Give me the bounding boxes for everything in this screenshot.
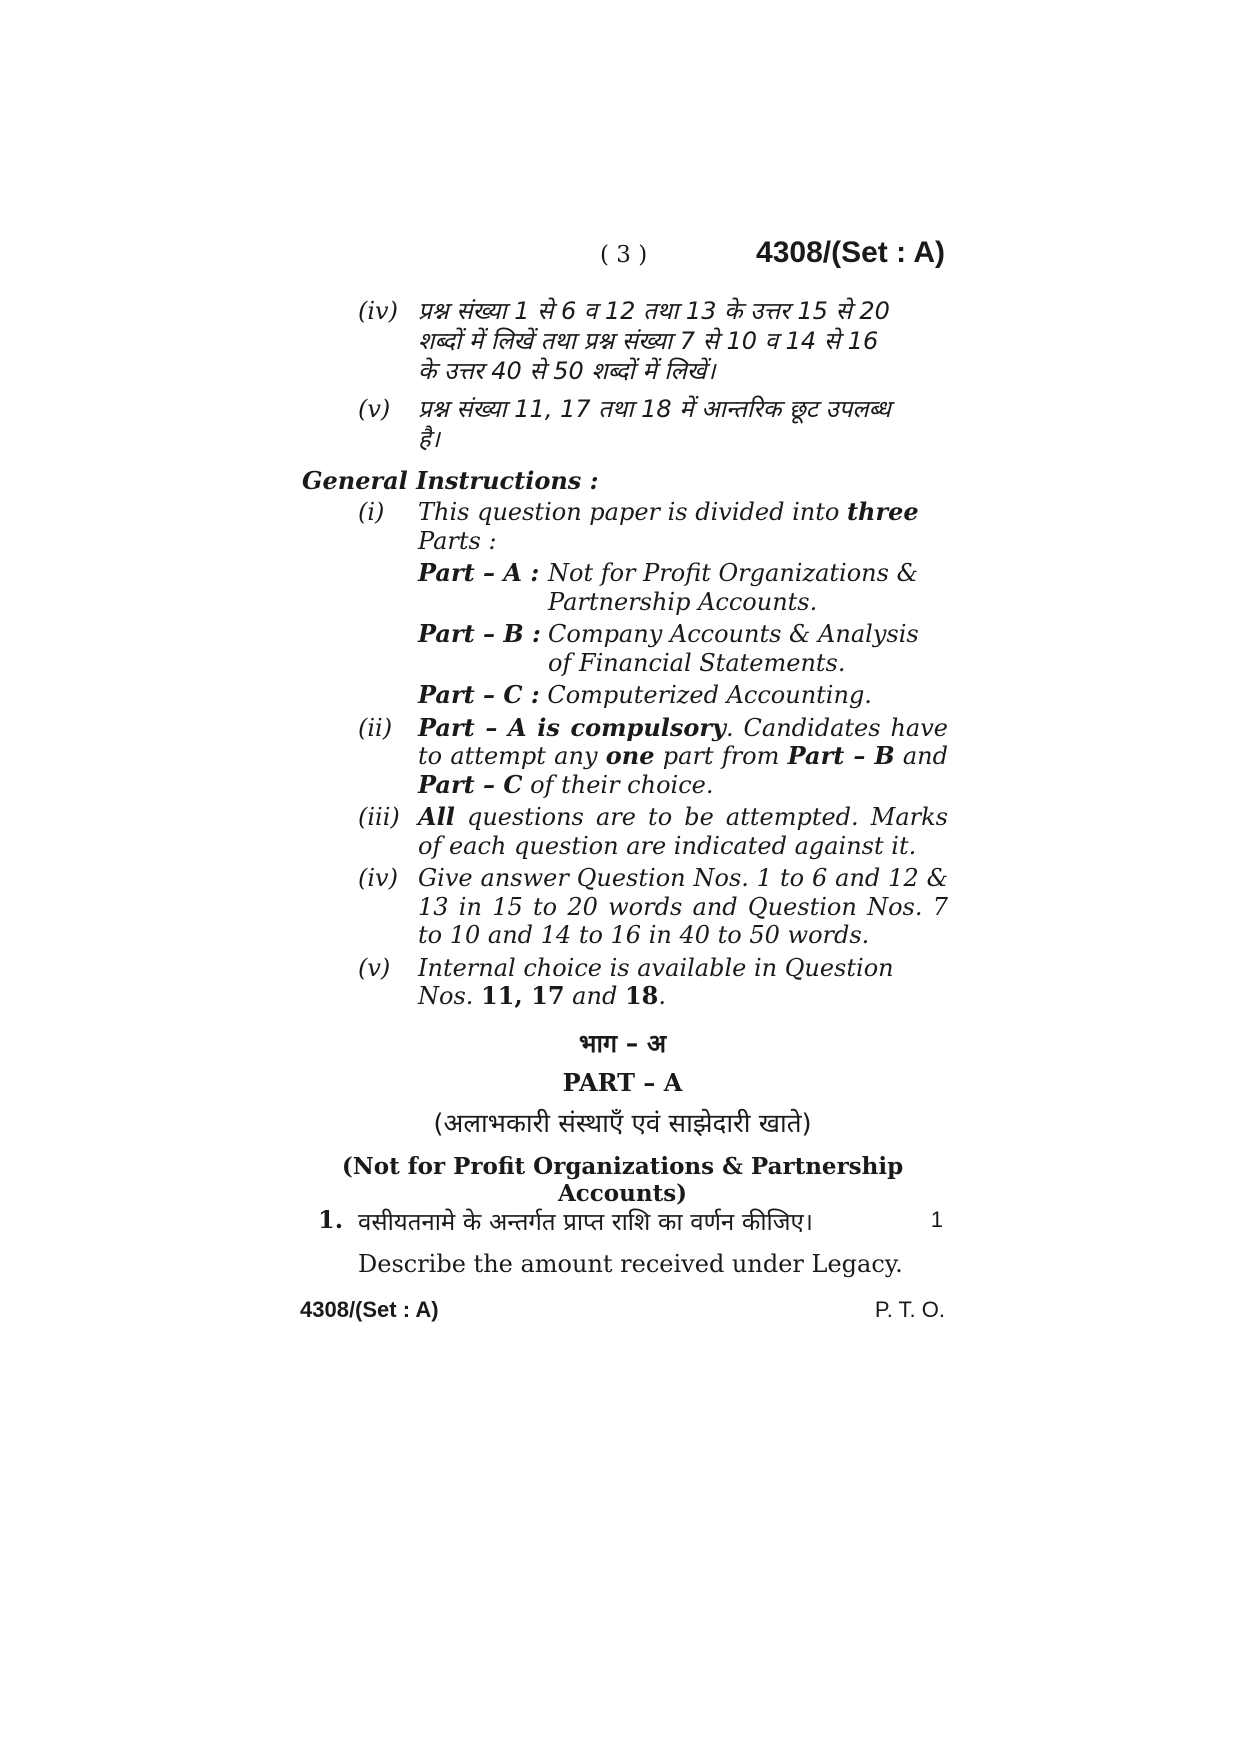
instruction-i bbox=[358, 498, 948, 710]
instruction-text: and bbox=[894, 742, 948, 770]
section-bhag: भाग – अ bbox=[578, 1029, 667, 1058]
instruction-text: questions are to be attempted. Marks of each question are indicated against it. bbox=[418, 803, 948, 860]
paper-code: 4308/(Set : A) bbox=[756, 236, 945, 269]
part-a-description bbox=[418, 559, 948, 616]
instruction-text: part from bbox=[654, 742, 788, 770]
section-english-title: (Not for Profit Organizations & Partnership Accounts) bbox=[341, 1153, 904, 1207]
item-number: (v) bbox=[358, 395, 391, 423]
instruction-text: This question paper is divided into bbox=[418, 498, 847, 526]
instruction-bold: Part – A is compulsory bbox=[418, 712, 726, 742]
instruction-bold: All bbox=[418, 802, 455, 831]
item-number: (iv) bbox=[358, 297, 398, 325]
part-b-description bbox=[418, 620, 948, 677]
hindi-instruction-iv bbox=[358, 296, 948, 386]
section-hindi-title: (अलाभकारी संस्थाएँ एवं साझेदारी खाते) bbox=[433, 1109, 812, 1139]
instruction-v bbox=[358, 954, 948, 1011]
hindi-instruction-v bbox=[358, 394, 948, 454]
question-number: 1. bbox=[318, 1205, 344, 1234]
question-hindi-text: वसीयतनामे के अन्तर्गत प्राप्त राशि का वर्णन कीजिए। bbox=[358, 1208, 813, 1236]
part-label: Part – A : bbox=[418, 558, 540, 587]
hindi-line: के उत्तर 40 से 50 शब्दों में लिखें। bbox=[418, 357, 716, 385]
item-number: (ii) bbox=[358, 713, 393, 742]
instruction-ii bbox=[358, 714, 948, 800]
instruction-text: Parts : bbox=[418, 526, 497, 555]
page-header bbox=[300, 236, 945, 276]
instruction-bold: Part – C bbox=[418, 769, 523, 799]
instruction-bold: 18 bbox=[624, 981, 659, 1010]
instruction-text: and bbox=[564, 982, 625, 1010]
part-label: Part – B : bbox=[418, 619, 541, 648]
part-c-description bbox=[418, 681, 948, 710]
instruction-text: . bbox=[658, 982, 666, 1010]
general-instructions-title: General Instructions : bbox=[302, 466, 599, 495]
instruction-bold: three bbox=[846, 497, 919, 526]
instruction-text: Give answer Question Nos. 1 to 6 and 12 & 13 in 15 to 20 words and Question Nos. 7 to 10 and 14 to 16 in 40 to 50 words. bbox=[418, 864, 948, 949]
footer-paper-code: 4308/(Set : A) bbox=[300, 1297, 439, 1322]
item-number: (v) bbox=[358, 953, 391, 982]
section-part-label: PART – A bbox=[562, 1068, 683, 1097]
question-english-text: Describe the amount received under Legacy. bbox=[358, 1250, 903, 1278]
instruction-iii bbox=[358, 803, 948, 860]
instruction-bold: one bbox=[605, 741, 655, 770]
instruction-bold: Part – B bbox=[787, 741, 895, 770]
hindi-line: शब्दों में लिखें तथा प्रश्न संख्या 7 से 10 व 14 से 16 bbox=[418, 327, 879, 355]
part-text: Not for Profit Organizations & Partnership Accounts. bbox=[548, 559, 918, 616]
instruction-bold: 11, 17 bbox=[481, 981, 565, 1010]
instruction-iv bbox=[358, 864, 948, 950]
hindi-instructions bbox=[358, 296, 948, 454]
part-text: Computerized Accounting. bbox=[547, 681, 872, 709]
general-instructions bbox=[358, 498, 948, 1015]
item-number: (iii) bbox=[358, 803, 400, 831]
part-text: Company Accounts & Analysis of Financial Statements. bbox=[548, 620, 919, 677]
part-label: Part – C : bbox=[418, 680, 540, 709]
question-marks: 1 bbox=[930, 1207, 943, 1232]
hindi-line: प्रश्न संख्या 11, 17 तथा 18 में आन्तरिक छूट उपलब्ध bbox=[418, 395, 891, 423]
hindi-line: प्रश्न संख्या 1 से 6 व 12 तथा 13 के उत्तर 15 से 20 bbox=[418, 297, 890, 325]
instruction-text: Internal choice is available in Question Nos. bbox=[418, 953, 894, 1010]
instruction-text: of their choice. bbox=[522, 770, 714, 799]
footer-pto: P. T. O. bbox=[874, 1297, 945, 1322]
hindi-line: है। bbox=[418, 425, 440, 453]
page-number: ( 3 ) bbox=[600, 242, 648, 268]
item-number: (i) bbox=[358, 498, 385, 526]
instruction-text: . Candidates have to attempt any bbox=[418, 713, 949, 770]
item-number: (iv) bbox=[358, 864, 398, 892]
